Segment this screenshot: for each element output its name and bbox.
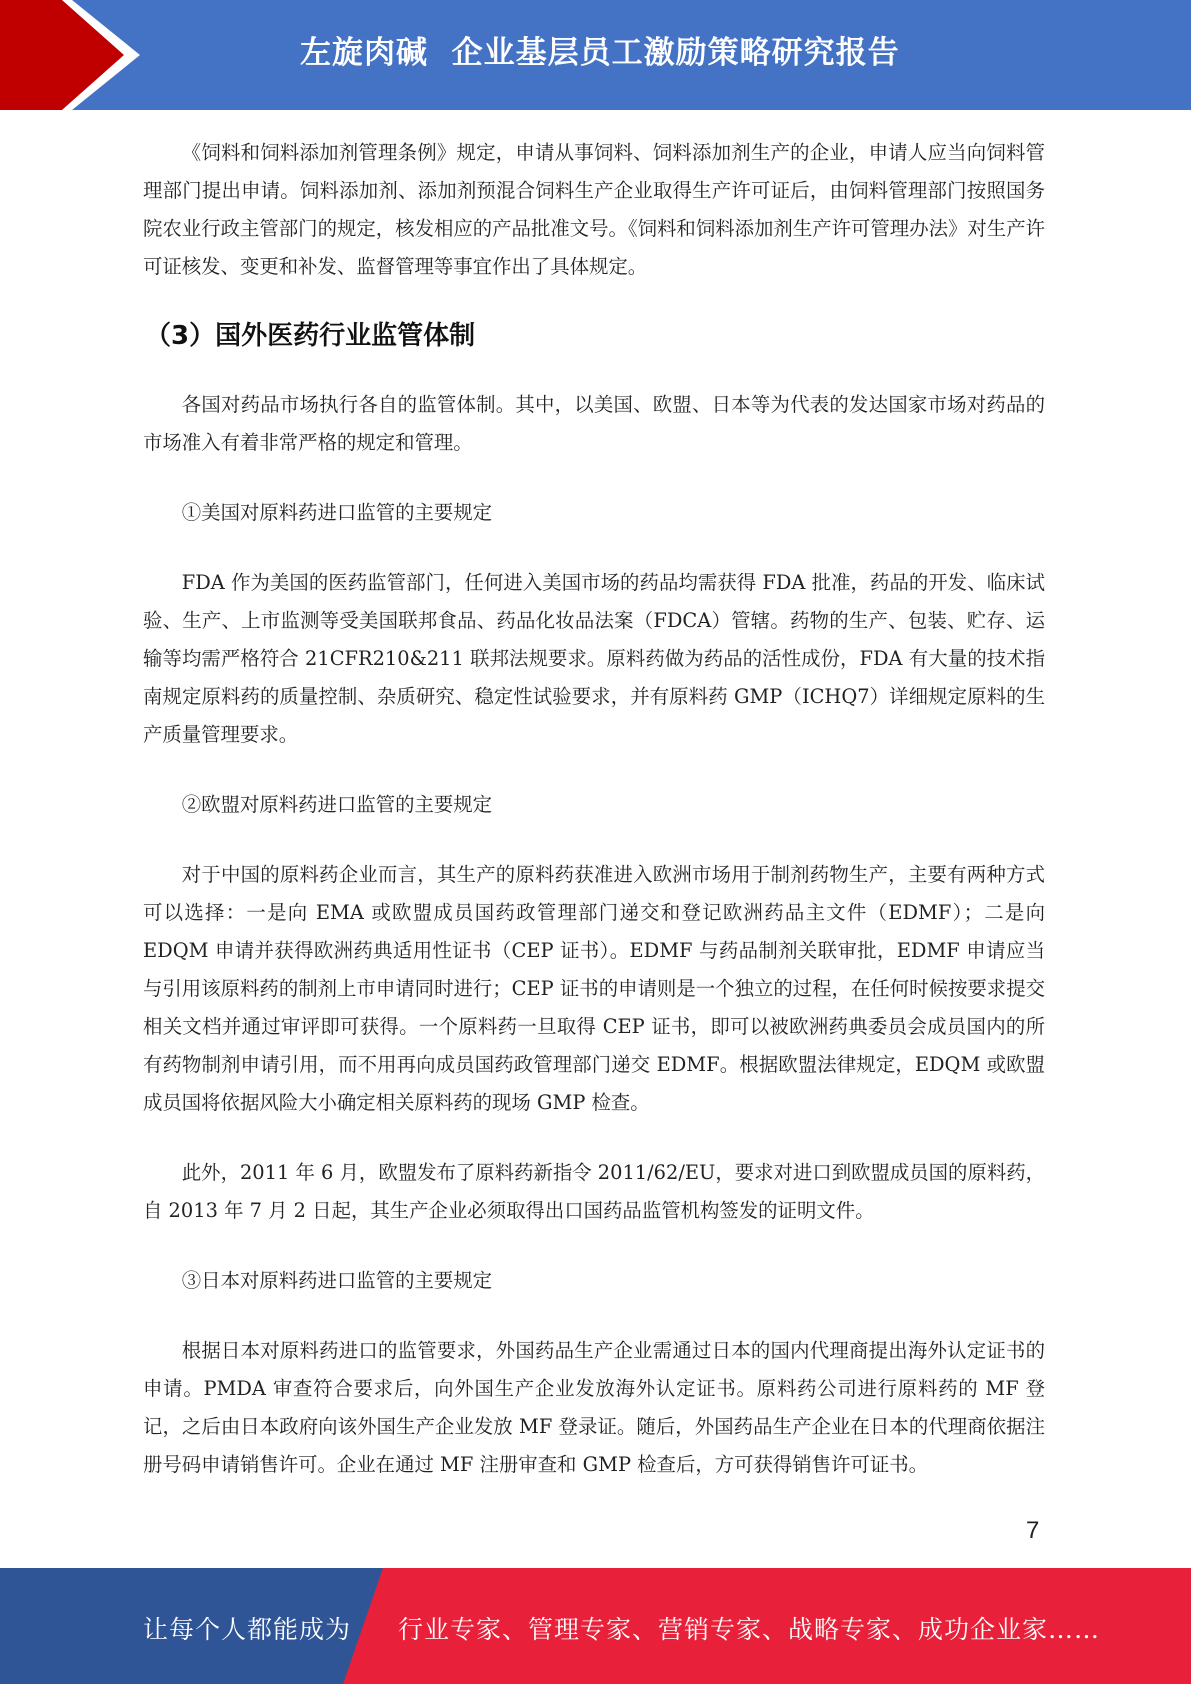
footer-slogan-right: 行业专家、管理专家、营销专家、战略专家、成功企业家…… xyxy=(398,1615,1101,1644)
page-header xyxy=(0,0,1191,110)
document-body xyxy=(143,134,1045,1484)
page-footer xyxy=(0,1568,1191,1684)
section-heading: （3）国外医药行业监管体制 xyxy=(145,321,476,351)
subheading-usa: ①美国对原料药进口监管的主要规定 xyxy=(181,501,493,524)
subheading-japan: ③日本对原料药进口监管的主要规定 xyxy=(181,1269,493,1292)
paragraph-usa: FDA 作为美国的医药监管部门，任何进入美国市场的药品均需获得 FDA 批准，药品的开发、临床试验、生产、上市监测等受美国联邦食品、药品化妆品法案（FDCA）管辖。药物的生产、包装、贮存、运输等均需严格符合 21CFR210&211 联邦法规要求。原料药做为药品的活性成份，FDA 有大量的技术指南规定原料药的质量控制、杂质研究、稳定性试验要求，并有原料药 GMP（ICHQ7）详细规定原料的生产质量管理要求。 xyxy=(143,571,1045,746)
paragraph-eu-directive: 此外，2011 年 6 月，欧盟发布了原料药新指令 2011/62/EU，要求对进口到欧盟成员国的原料药，自 2013 年 7 月 2 日起，其生产企业必须取得出口国药品监管机构签发的证明文件。 xyxy=(143,1161,1046,1222)
paragraph-overview: 各国对药品市场执行各自的监管体制。其中，以美国、欧盟、日本等为代表的发达国家市场对药品的市场准入有着非常严格的规定和管理。 xyxy=(143,393,1045,454)
header-arrow-decoration xyxy=(0,0,160,110)
footer-slogan-left: 让每个人都能成为 xyxy=(143,1615,352,1644)
paragraph-eu: 对于中国的原料药企业而言，其生产的原料药获准进入欧洲市场用于制剂药物生产，主要有两种方式可以选择：一是向 EMA 或欧盟成员国药政管理部门递交和登记欧洲药品主文件（EDMF）；二是向 EDQM 申请并获得欧洲药典适用性证书（CEP 证书）。EDMF 与药品制剂关联审批，EDMF 申请应当与引用该原料药的制剂上市申请同时进行；CEP 证书的申请则是一个独立的过程，在任何时候按要求提交相关文档并通过审评即可获得。一个原料药一旦取得 CEP 证书，即可以被欧洲药典委员会成员国内的所有药物制剂申请引用，而不用再向成员国药政管理部门递交 EDMF。根据欧盟法律规定，EDQM 或欧盟成员国将依据风险大小确定相关原料药的现场 GMP 检查。 xyxy=(143,863,1045,1114)
paragraph-feed-regulation: 《饲料和饲料添加剂管理条例》规定，申请从事饲料、饲料添加剂生产的企业，申请人应当向饲料管理部门提出申请。饲料添加剂、添加剂预混合饲料生产企业取得生产许可证后，由饲料管理部门按照国务院农业行政主管部门的规定，核发相应的产品批准文号。《饲料和饲料添加剂生产许可管理办法》对生产许可证核发、变更和补发、监督管理等事宜作出了具体规定。 xyxy=(143,141,1045,278)
paragraph-japan: 根据日本对原料药进口的监管要求，外国药品生产企业需通过日本的国内代理商提出海外认定证书的申请。PMDA 审查符合要求后，向外国生产企业发放海外认定证书。原料药公司进行原料药的 MF 登记，之后由日本政府向该外国生产企业发放 MF 登录证。随后，外国药品生产企业在日本的代理商依据注册号码申请销售许可。企业在通过 MF 注册审查和 GMP 检查后，方可获得销售许可证书。 xyxy=(143,1339,1045,1476)
subheading-eu: ②欧盟对原料药进口监管的主要规定 xyxy=(181,793,493,816)
report-title: 左旋肉碱 企业基层员工激励策略研究报告 xyxy=(300,35,900,71)
page-number: 7 xyxy=(1026,1517,1040,1544)
